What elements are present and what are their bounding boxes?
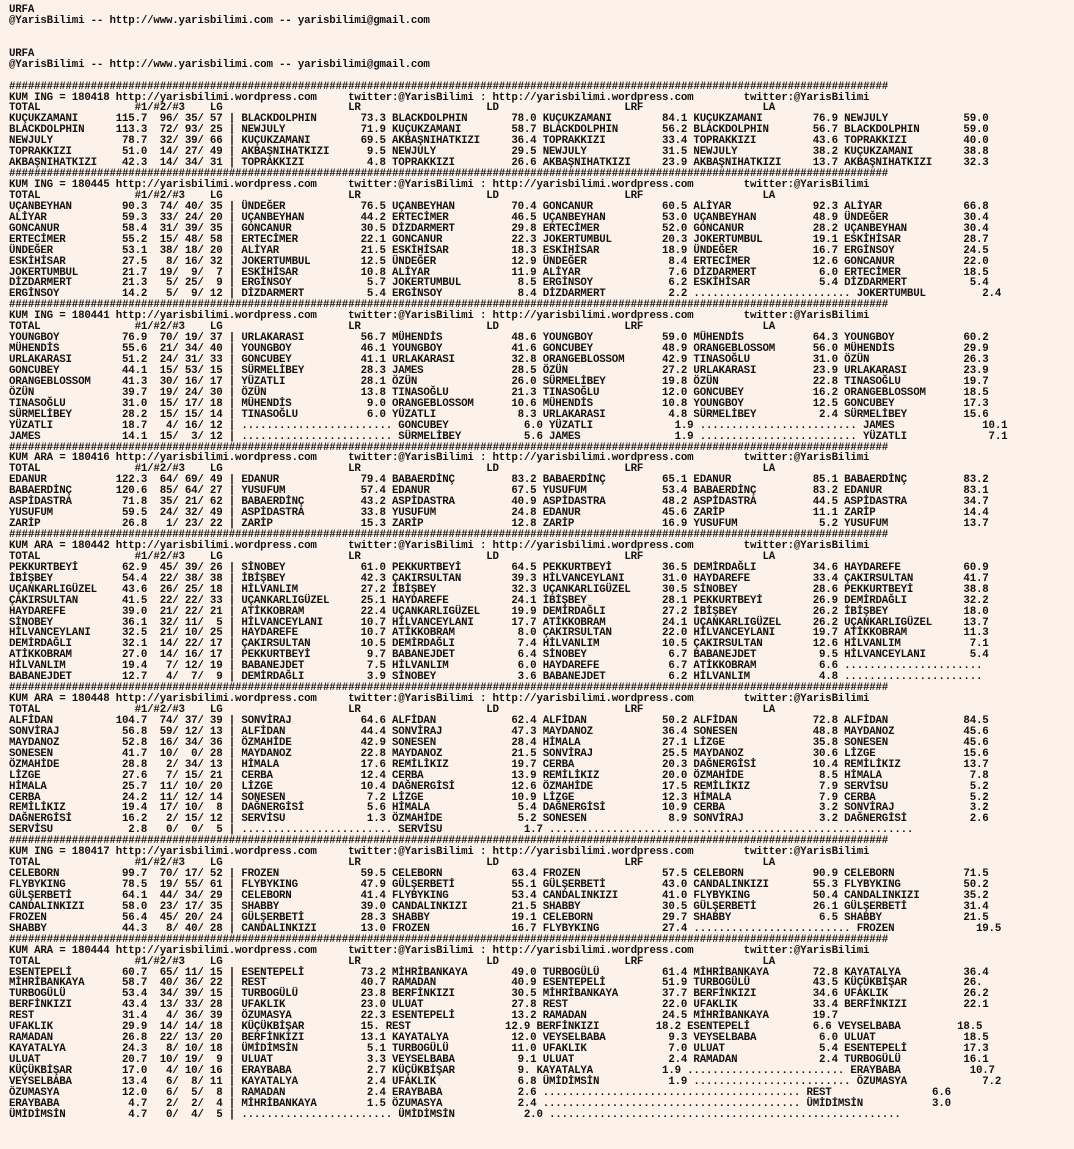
text-line: GONCUBEY 44.1 15/ 53/ 15 | SÜRMELİBEY 28.3 JAMES 28.5 ÖZÜN 27.2 URLAKARASI 23.9 URLAKARASI 23.9 bbox=[9, 364, 989, 377]
text-line: ERGİNSOY 14.2 5/ 9/ 12 | DİZDARMERT 5.4 ERGİNSOY 8.4 DİZDARMERT 2.2 ......................... JOKERTUMBUL 2.4 bbox=[9, 288, 1002, 301]
text-line: TOTAL #1/#2/#3 LG LR LD LRF LA bbox=[9, 704, 776, 716]
text-line: URFA bbox=[9, 47, 35, 60]
text-line: KUM ARA = 180442 http://yarisbilimi.wordpress.com twitter:@YarisBilimi : http://yarisbilimi.wordpress.com twitter:@YarisBilimi bbox=[9, 539, 870, 552]
text-line: SİNOBEY 36.1 32/ 11/ 5 | HİLVANCEYLANI 10.7 HİLVANCEYLANI 17.7 ATİKKOBRAM 24.1 UÇANKARLIGÜZEL 26.2 UÇANKARLIGÜZEL 13.7 bbox=[9, 616, 989, 629]
text-line: BERFİNKIZI 43.4 13/ 33/ 28 | UFAKLIK 23.0 ULUAT 27.8 REST 22.0 UFAKLIK 33.4 BERFİNKIZI 22.1 bbox=[9, 999, 989, 1012]
text-line: YOUNGBOY 76.9 70/ 19/ 37 | URLAKARASI 56.7 MÜHENDİS 48.6 YOUNGBOY 59.0 MÜHENDİS 64.3 YOUNGBOY 60.2 bbox=[9, 332, 989, 345]
text-line bbox=[9, 71, 1074, 82]
text-line: URLAKARASI 51.2 24/ 31/ 33 | GONCUBEY 41.1 URLAKARASI 32.8 ORANGEBLOSSOM 42.9 TINASOĞLU 31.0 ÖZÜN 26.3 bbox=[9, 354, 989, 366]
text-line: KUM ING = 180441 http://yarisbilimi.wordpress.com twitter:@YarisBilimi : http://yarisbilimi.wordpress.com twitter:@YarisBilimi bbox=[9, 310, 870, 323]
text-line: ESENTEPELİ 60.7 65/ 11/ 15 | ESENTEPELİ 73.2 MİHRİBANKAYA 49.0 TURBOGÜLÜ 61.4 MİHRİBANKAYA 72.8 KAYATALYA 36.4 bbox=[9, 966, 989, 979]
text-line: MÜHENDİS 55.6 21/ 34/ 40 | YOUNGBOY 46.1 YOUNGBOY 41.6 GONCUBEY 48.9 ORANGEBLOSSOM 56.0 MÜHENDİS 29.9 bbox=[9, 343, 989, 356]
text-line: ÖZUMASYA 12.0 6/ 5/ 8 | RAMADAN 2.4 ERAYBABA 2.6 ......................................... REST 6.6 bbox=[9, 1086, 951, 1099]
text-line: ULUAT 20.7 10/ 19/ 9 | ULUAT 3.3 VEYSELBABA 9.1 ULUAT 2.4 RAMADAN 2.4 TURBOGÜLÜ 16.1 bbox=[9, 1054, 989, 1066]
text-line: ÜMİDİMSİN 4.7 0/ 4/ 5 | ........................ ÜMİDİMSİN 2.0 ........................................................ bbox=[9, 1108, 901, 1121]
text-line: SHABBY 44.3 8/ 40/ 28 | CANDALINKIZI 13.0 FROZEN 16.7 FLYBYKING 27.4 ......................... FROZEN 19.5 bbox=[9, 922, 1002, 935]
text-line: SONESEN 41.7 10/ 0/ 28 | MAYDANOZ 22.8 MAYDANOZ 21.5 SONVİRAJ 25.5 MAYDANOZ 30.6 LİZGE 15.6 bbox=[9, 747, 989, 760]
text-line: SERVİSU 2.8 0/ 0/ 5 | ........................ SERVİSU 1.7 .......................................................... bbox=[9, 824, 914, 837]
text-line: DİZDARMERT 21.3 5/ 25/ 9 | ERGİNSOY 5.7 JOKERTUMBUL 8.5 ERGİNSOY 6.2 ESKİHİSAR 5.4 DİZDARMERT 5.4 bbox=[9, 277, 989, 290]
text-line: URFA bbox=[9, 4, 35, 16]
text-line: MİHRİBANKAYA 58.7 40/ 36/ 22 | REST 40.7 RAMADAN 40.9 ESENTEPELİ 51.9 TURBOGÜLÜ 43.5 KÜÇÜKBİŞAR 26. bbox=[9, 977, 983, 990]
text-line: EDANUR 122.3 64/ 69/ 49 | EDANUR 79.4 BABAERDİNÇ 83.2 BABAERDİNÇ 65.1 EDANUR 85.1 BABAERDİNÇ 83.2 bbox=[9, 474, 989, 487]
text-line: TOTAL #1/#2/#3 LG LR LD LRF LA bbox=[9, 463, 776, 476]
text-line: REMİLİKIZ 19.4 17/ 10/ 8 | DAĞNERGİSİ 5.6 HİMALA 5.4 DAĞNERGİSİ 10.9 CERBA 3.2 SONVİRAJ 3.2 bbox=[9, 802, 989, 815]
text-line: CERBA 24.2 11/ 12/ 14 | SONESEN 7.2 LİZGE 10.9 LİZGE 12.3 HİMALA 7.9 CERBA 5.2 bbox=[9, 791, 989, 804]
text-line bbox=[9, 27, 1074, 38]
text-line: ÖZÜN 39.7 19/ 24/ 30 | ÖZÜN 13.8 TINASOĞLU 21.3 TINASOĞLU 12.0 GONCUBEY 16.2 ORANGEBLOSSOM 18.5 bbox=[9, 386, 989, 399]
text-line: JOKERTUMBUL 21.7 19/ 9/ 7 | ESKİHİSAR 10.8 ALİYAR 11.9 ALİYAR 7.6 DİZDARMERT 6.0 ERTECİMER 18.5 bbox=[9, 266, 989, 279]
text-line: HİLVANLIM 19.4 7/ 12/ 19 | BABANEJDET 7.5 HİLVANLIM 6.0 HAYDAREFE 6.7 ATİKKOBRAM 6.6 ...................... bbox=[9, 660, 983, 673]
text-line: REST 31.4 4/ 36/ 39 | ÖZUMASYA 22.3 ESENTEPELİ 13.2 RAMADAN 24.5 MİHRİBANKAYA 19.7 bbox=[9, 1010, 838, 1023]
text-line: ATİKKOBRAM 27.0 14/ 16/ 17 | PEKKURTBEYİ 9.7 BABANEJDET 6.4 SİNOBEY 6.7 BABANEJDET 9.5 HİLVANCEYLANI 5.4 bbox=[9, 649, 989, 662]
text-line: TOTAL #1/#2/#3 LG LR LD LRF LA bbox=[9, 321, 776, 334]
text-line: SONVİRAJ 56.8 59/ 12/ 13 | ALFİDAN 44.4 SONVİRAJ 47.3 MAYDANOZ 36.4 SONESEN 48.8 MAYDANOZ 45.6 bbox=[9, 725, 989, 738]
text-line: ERTECİMER 55.2 15/ 48/ 58 | ERTECİMER 22.1 GONCANUR 22.3 JOKERTUMBUL 20.3 JOKERTUMBUL 19.1 ESKİHİSAR 28.7 bbox=[9, 233, 989, 246]
text-line: MAYDANOZ 52.8 16/ 34/ 36 | ÖZMAHİDE 42.9 SONESEN 28.4 HİMALA 27.1 LİZGE 35.8 SONESEN 45.6 bbox=[9, 736, 989, 749]
text-line: ZARİP 26.8 1/ 23/ 22 | ZARİP 15.3 ZARİP 12.8 ZARİP 16.9 YUSUFUM 5.2 YUSUFUM 13.7 bbox=[9, 518, 989, 531]
text-line: TOTAL #1/#2/#3 LG LR LD LRF LA bbox=[9, 857, 776, 870]
text-line: UÇANKARLIGÜZEL 43.6 26/ 25/ 18 | HİLVANLIM 27.2 İBİŞBEY 32.3 UÇANKARLIGÜZEL 30.5 SİNOBEY 28.6 PEKKURTBEYİ 38.8 bbox=[9, 583, 989, 596]
text-line: YÜZATLI 18.7 4/ 16/ 12 | ........................ GONCUBEY 6.0 YÜZATLI 1.9 ......................... JAMES 10.1 bbox=[9, 419, 1008, 432]
text-line: KUM ING = 180445 http://yarisbilimi.wordpress.com twitter:@YarisBilimi : http://yarisbilimi.wordpress.com twitter:@YarisBilimi bbox=[9, 179, 870, 191]
text-line: KUÇUKZAMANI 115.7 96/ 35/ 57 | BLACKDOLPHIN 73.3 BLACKDOLPHIN 78.0 KUÇUKZAMANI 84.1 KUÇUKZAMANI 76.9 NEWJULY 59.0 bbox=[9, 113, 989, 126]
text-line: LİZGE 27.6 7/ 15/ 21 | CERBA 12.4 CERBA 13.9 REMİLİKIZ 20.0 ÖZMAHİDE 8.5 HİMALA 7.8 bbox=[9, 769, 989, 782]
text-line: TURBOGÜLÜ 53.4 34/ 39/ 15 | TURBOGÜLÜ 23.8 BERFİNKIZI 30.5 MİHRİBANKAYA 37.7 BERFİNKIZI 34.6 UFAKLIK 26.2 bbox=[9, 988, 989, 1001]
text-line: ALİYAR 59.3 33/ 24/ 20 | UÇANBEYHAN 44.2 ERTECİMER 46.5 UÇANBEYHAN 53.0 UÇANBEYHAN 48.9 ÜNDEĞER 30.4 bbox=[9, 211, 989, 224]
text-line: BLACKDOLPHIN 113.3 72/ 93/ 25 | NEWJULY 71.9 KUÇUKZAMANI 58.7 BLACKDOLPHIN 56.2 BLACKDOLPHIN 56.7 BLACKDOLPHIN 59.0 bbox=[9, 124, 989, 137]
text-line: @YarisBilimi -- http://www.yarisbilimi.com -- yarisbilimi@gmail.com bbox=[9, 58, 430, 71]
text-line: GONCANUR 58.4 31/ 39/ 35 | GONCANUR 30.5 DİZDARMERT 29.8 ERTECİMER 52.0 GONCANUR 28.2 UÇANBEYHAN 30.4 bbox=[9, 222, 989, 235]
text-line: ÜNDEĞER 53.1 38/ 18/ 20 | ALİYAR 21.5 ESKİHİSAR 18.3 ESKİHİSAR 18.9 ÜNDEĞER 16.7 ERGİNSOY 24.5 bbox=[9, 244, 989, 257]
text-line: HİMALA 25.7 11/ 10/ 20 | LİZGE 10.4 DAĞNERGİSİ 12.6 ÖZMAHİDE 17.5 REMİLİKIZ 7.9 SERVİSU 5.2 bbox=[9, 780, 989, 793]
text-line: PEKKURTBEYİ 62.9 45/ 39/ 26 | SİNOBEY 61.0 PEKKURTBEYİ 64.5 PEKKURTBEYİ 36.5 DEMİRDAĞLI 34.6 HAYDAREFE 60.9 bbox=[9, 561, 989, 574]
text-line: KUM ARA = 180448 http://yarisbilimi.wordpress.com twitter:@YarisBilimi : http://yarisbilimi.wordpress.com twitter:@YarisBilimi bbox=[9, 693, 870, 706]
text-line: DAĞNERGİSİ 16.2 2/ 15/ 12 | SERVİSU 1.3 ÖZMAHİDE 5.2 SONESEN 8.9 SONVİRAJ 3.2 DAĞNERGİSİ 2.6 bbox=[9, 813, 989, 826]
text-line: HAYDAREFE 39.0 21/ 22/ 21 | ATİKKOBRAM 22.4 UÇANKARLIGÜZEL 19.9 DEMİRDAĞLI 27.2 İBİŞBEY 26.2 İBİŞBEY 18.0 bbox=[9, 605, 989, 618]
text-line: KUM ING = 180418 http://yarisbilimi.wordpress.com twitter:@YarisBilimi : http://yarisbilimi.wordpress.com twitter:@YarisBilimi bbox=[9, 91, 870, 104]
text-line: ############################################################################################################################################ bbox=[9, 299, 889, 312]
text-line: RAMADAN 26.8 22/ 13/ 20 | BERFİNKIZI 13.1 KAYATALYA 12.0 VEYSELBABA 9.3 VEYSELBABA 6.0 ULUAT 18.5 bbox=[9, 1032, 989, 1045]
text-line: FLYBYKING 78.5 19/ 55/ 61 | FLYBYKING 47.9 GÜLŞERBETİ 55.1 GÜLŞERBETİ 43.0 CANDALINKIZI 55.3 FLYBYKING 50.2 bbox=[9, 879, 989, 891]
text-line: YUSUFUM 59.5 24/ 32/ 49 | ASPİDASTRA 33.8 YUSUFUM 24.8 EDANUR 45.6 ZARİP 11.1 ZARİP 14.4 bbox=[9, 507, 989, 520]
text-line: VEYSELBABA 13.4 6/ 8/ 11 | KAYATALYA 2.4 UFAKLIK 6.8 ÜMİDİMSİN 1.9 ......................... ÖZUMASYA 7.2 bbox=[9, 1075, 1002, 1088]
text-line: KUM ING = 180417 http://yarisbilimi.wordpress.com twitter:@YarisBilimi : http://yarisbilimi.wordpress.com twitter:@YarisBilimi bbox=[9, 846, 870, 859]
text-line: TOPRAKKIZI 51.0 14/ 27/ 49 | AKBAŞNIHATKIZI 9.5 NEWJULY 29.5 NEWJULY 31.5 NEWJULY 38.2 KUÇUKZAMANI 38.8 bbox=[9, 146, 989, 159]
text-line: ESKİHİSAR 27.5 8/ 16/ 32 | JOKERTUMBUL 12.5 ÜNDEĞER 12.9 ÜNDEĞER 8.4 ERTECİMER 12.6 GONCANUR 22.0 bbox=[9, 255, 989, 268]
text-line: BABAERDİNÇ 120.6 85/ 64/ 27 | YUSUFUM 57.4 EDANUR 67.5 YUSUFUM 53.4 BABAERDİNÇ 83.2 EDANUR 83.1 bbox=[9, 485, 989, 498]
text-line: SÜRMELİBEY 28.2 15/ 15/ 14 | TINASOĞLU 6.0 YÜZATLI 8.3 URLAKARASI 4.8 SÜRMELİBEY 2.4 SÜRMELİBEY 15.6 bbox=[9, 408, 989, 421]
text-line bbox=[9, 38, 1074, 49]
text-line: ############################################################################################################################################ bbox=[9, 529, 889, 541]
text-line: GÜLŞERBETİ 64.1 44/ 34/ 29 | CELEBORN 41.4 FLYBYKING 53.4 CANDALINKIZI 41.0 FLYBYKING 50.4 CANDALINKIZI 35.2 bbox=[9, 889, 989, 902]
text-line: ASPİDASTRA 71.8 35/ 21/ 62 | BABAERDİNÇ 43.2 ASPİDASTRA 40.9 ASPİDASTRA 48.2 ASPİDASTRA 44.5 ASPİDASTRA 34.7 bbox=[9, 496, 989, 509]
text-line: UFAKLIK 29.9 14/ 14/ 18 | KÜÇÜKBİŞAR 15. REST 12.9 BERFİNKIZI 18.2 ESENTEPELİ 6.6 VEYSELBABA 18.5 bbox=[9, 1021, 983, 1034]
text-line: FROZEN 56.4 45/ 20/ 24 | GÜLŞERBETİ 28.3 SHABBY 19.1 CELEBORN 29.7 SHABBY 6.5 SHABBY 21.5 bbox=[9, 911, 989, 924]
text-line: HİLVANCEYLANI 32.5 21/ 10/ 25 | HAYDAREFE 10.7 ATİKKOBRAM 8.0 ÇAKIRSULTAN 22.0 HİLVANCEYLANI 19.7 ATİKKOBRAM 11.3 bbox=[9, 627, 989, 640]
text-line: DEMİRDAĞLI 32.1 14/ 22/ 17 | ÇAKIRSULTAN 10.5 DEMİRDAĞLI 7.4 HİLVANLIM 10.5 ÇAKIRSULTAN 12.6 HİLVANLIM 7.1 bbox=[9, 638, 989, 651]
text-line: KAYATALYA 24.3 8/ 10/ 18 | ÜMİDİMSİN 5.1 TURBOGÜLÜ 11.0 UFAKLIK 7.0 ULUAT 5.4 ESENTEPELİ 17.3 bbox=[9, 1043, 989, 1056]
text-line: AKBAŞNIHATKIZI 42.3 14/ 34/ 31 | TOPRAKKIZI 4.8 TOPRAKKIZI 26.6 AKBAŞNIHATKIZI 23.9 AKBAŞNIHATKIZI 13.7 AKBAŞNIHATKIZI 32.3 bbox=[9, 157, 989, 170]
text-line: ORANGEBLOSSOM 41.3 30/ 16/ 17 | YÜZATLI 28.1 ÖZÜN 26.0 SÜRMELİBEY 19.8 ÖZÜN 22.8 TINASOĞLU 19.7 bbox=[9, 375, 989, 388]
text-line: ############################################################################################################################################ bbox=[9, 441, 889, 454]
text-line: TOTAL #1/#2/#3 LG LR LD LRF LA bbox=[9, 189, 776, 202]
text-line: ERAYBABA 4.7 2/ 2/ 4 | MİHRİBANKAYA 1.5 ÖZUMASYA 2.4 ......................................... ÜMİDİMSİN 3.0 bbox=[9, 1097, 951, 1110]
text-line: TOTAL #1/#2/#3 LG LR LD LRF LA bbox=[9, 550, 776, 563]
text-line: İBİŞBEY 54.4 22/ 38/ 38 | İBİŞBEY 42.3 ÇAKIRSULTAN 39.3 HİLVANCEYLANI 31.0 HAYDAREFE 33.4 ÇAKIRSULTAN 41.7 bbox=[9, 572, 989, 585]
text-line: ############################################################################################################################################ bbox=[9, 80, 889, 93]
text-line: ÖZMAHİDE 28.8 2/ 34/ 13 | HİMALA 17.6 REMİLİKIZ 19.7 CERBA 20.3 DAĞNERGİSİ 10.4 REMİLİKIZ 13.7 bbox=[9, 758, 989, 771]
text-line: BABANEJDET 12.7 4/ 7/ 9 | DEMİRDAĞLI 3.9 SİNOBEY 3.6 BABANEJDET 6.2 HİLVANLIM 4.8 ...................... bbox=[9, 671, 983, 684]
text-line: TINASOĞLU 31.0 15/ 17/ 18 | MÜHENDİS 9.0 ORANGEBLOSSOM 10.6 MÜHENDİS 10.8 YOUNGBOY 12.5 GONCUBEY 17.3 bbox=[9, 397, 989, 410]
text-line: @YarisBilimi -- http://www.yarisbilimi.com -- yarisbilimi@gmail.com bbox=[9, 14, 430, 27]
text-line: UÇANBEYHAN 90.3 74/ 40/ 35 | ÜNDEĞER 76.5 UÇANBEYHAN 70.4 GONCANUR 60.5 ALİYAR 92.3 ALİYAR 66.8 bbox=[9, 200, 989, 213]
text-line: KÜÇÜKBİŞAR 17.0 4/ 10/ 16 | ERAYBABA 2.7 KÜÇÜKBİŞAR 9. KAYATALYA 1.9 ......................... ERAYBABA 10.7 bbox=[9, 1064, 995, 1077]
text-line: CANDALINKIZI 58.0 23/ 17/ 35 | SHABBY 39.0 CANDALINKIZI 21.5 SHABBY 30.5 GÜLŞERBETİ 26.1 GÜLŞERBETİ 31.4 bbox=[9, 900, 989, 913]
text-line: ############################################################################################################################################ bbox=[9, 835, 889, 848]
text-line: TOTAL #1/#2/#3 LG LR LD LRF LA bbox=[9, 955, 776, 968]
text-line: KUM ARA = 180444 http://yarisbilimi.wordpress.com twitter:@YarisBilimi : http://yarisbilimi.wordpress.com twitter:@YarisBilimi bbox=[9, 944, 870, 957]
text-line: ALFİDAN 104.7 74/ 37/ 39 | SONVİRAJ 64.6 ALFİDAN 62.4 ALFİDAN 50.2 ALFİDAN 72.8 ALFİDAN 84.5 bbox=[9, 714, 989, 727]
text-line: CELEBORN 99.7 70/ 17/ 52 | FROZEN 59.5 CELEBORN 63.4 FROZEN 57.5 CELEBORN 90.9 CELEBORN 71.5 bbox=[9, 868, 989, 881]
text-line: ############################################################################################################################################ bbox=[9, 933, 889, 946]
text-line: ############################################################################################################################################ bbox=[9, 682, 889, 695]
text-line: KUM ARA = 180416 http://yarisbilimi.wordpress.com twitter:@YarisBilimi : http://yarisbilimi.wordpress.com twitter:@YarisBilimi bbox=[9, 452, 870, 465]
text-line: ############################################################################################################################################ bbox=[9, 168, 889, 181]
text-line: ÇAKIRSULTAN 41.5 22/ 22/ 33 | UÇANKARLIGÜZEL 25.1 HAYDAREFE 24.1 İBİŞBEY 28.1 PEKKURTBEYİ 26.9 DEMİRDAĞLI 32.2 bbox=[9, 594, 989, 607]
text-line: NEWJULY 78.7 32/ 39/ 66 | KUÇUKZAMANI 69.5 AKBAŞNIHATKIZI 36.4 TOPRAKKIZI 33.4 TOPRAKKIZI 43.6 TOPRAKKIZI 40.0 bbox=[9, 135, 989, 148]
text-line: TOTAL #1/#2/#3 LG LR LD LRF LA bbox=[9, 102, 776, 115]
text-line: JAMES 14.1 15/ 3/ 12 | ........................ SÜRMELİBEY 5.6 JAMES 1.9 ......................... YÜZATLI 7.1 bbox=[9, 430, 1008, 443]
